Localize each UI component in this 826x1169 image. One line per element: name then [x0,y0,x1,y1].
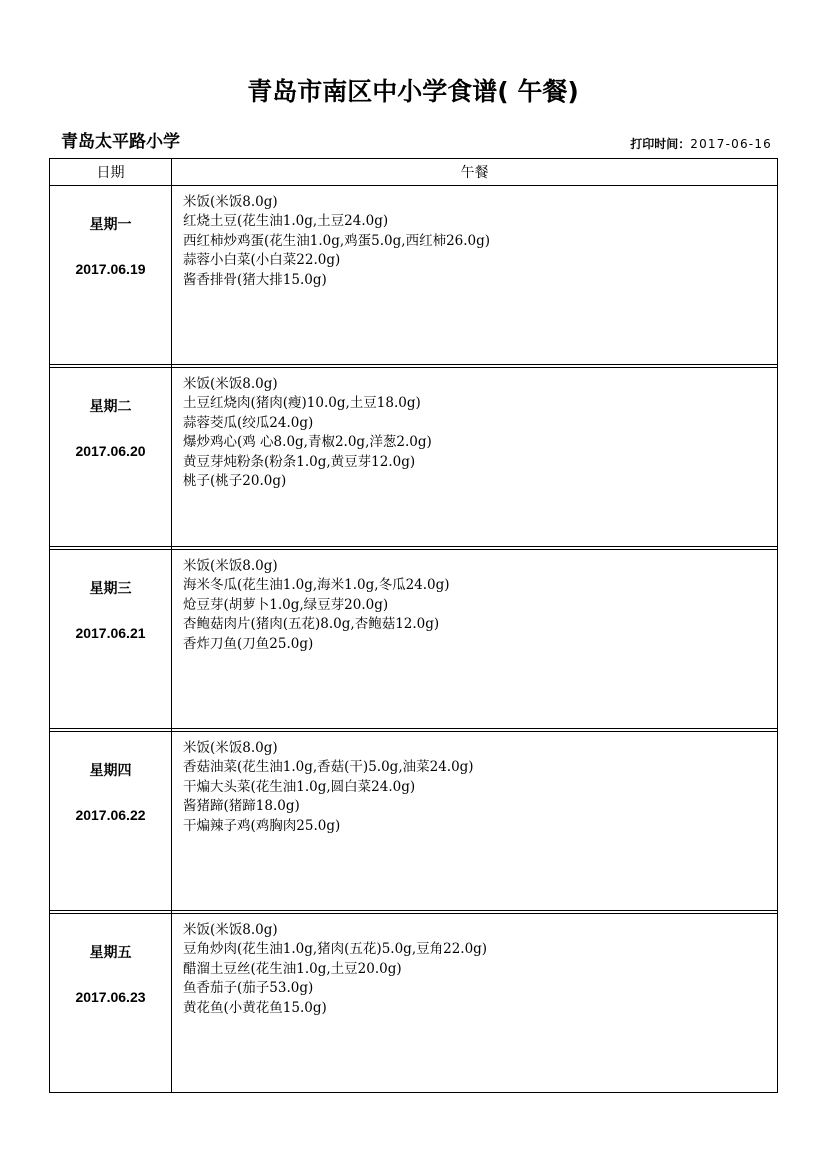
print-time-value: 2017-06-16 [690,137,772,151]
date-label: 2017.06.19 [75,261,146,277]
date-cell [50,732,172,911]
dish-item: 爆炒鸡心(鸡 心8.0g,青椒2.0g,洋葱2.0g) [183,434,432,451]
dish-item: 酱香排骨(猪大排15.0g) [183,271,327,288]
table-row [50,368,778,547]
dish-item: 海米冬瓜(花生油1.0g,海米1.0g,冬瓜24.0g) [183,577,450,594]
meal-cell [172,368,778,547]
dish-item: 黄花鱼(小黄花鱼15.0g) [183,999,327,1016]
date-cell [50,368,172,547]
table-header-row [50,159,778,186]
date-label: 2017.06.23 [75,989,146,1005]
dish-item: 香炸刀鱼(刀鱼25.0g) [183,635,314,652]
date-cell [50,186,172,365]
header-date: 日期 [50,159,172,186]
page-title: 青岛市南区中小学食谱( 午餐) [247,77,579,106]
table-row [50,914,778,1093]
dish-item: 杏鲍菇肉片(猪肉(五花)8.0g,杏鲍菇12.0g) [183,616,440,633]
dish-item: 香菇油菜(花生油1.0g,香菇(干)5.0g,油菜24.0g) [183,759,474,776]
dish-item: 蒜蓉小白菜(小白菜22.0g) [183,252,341,269]
dish-item: 红烧土豆(花生油1.0g,土豆24.0g) [183,213,389,230]
header-meal: 午餐 [172,159,778,186]
table-row [50,550,778,729]
meal-cell [172,550,778,729]
weekday-label: 星期五 [89,945,132,961]
dish-item: 炝豆芽(胡萝卜1.0g,绿豆芽20.0g) [183,596,389,613]
table-row [50,732,778,911]
dish-item: 土豆红烧肉(猪肉(瘦)10.0g,土豆18.0g) [183,395,421,412]
meal-cell [172,186,778,365]
dish-item: 鱼香茄子(茄子53.0g) [183,980,314,997]
weekday-label: 星期二 [89,399,132,415]
meal-cell [172,732,778,911]
dish-item: 米饭(米饭8.0g) [183,558,278,574]
dish-item: 酱猪蹄(猪蹄18.0g) [183,798,300,815]
weekday-label: 星期一 [89,217,132,233]
meal-cell [172,914,778,1093]
table-row [50,186,778,365]
print-time-label: 打印时间： [630,137,691,151]
dish-item: 醋溜土豆丝(花生油1.0g,土豆20.0g) [183,960,402,977]
print-time [630,134,772,154]
date-label: 2017.06.21 [75,625,146,641]
date-cell [50,914,172,1093]
weekday-label: 星期四 [89,763,132,779]
dish-item: 米饭(米饭8.0g) [183,194,278,210]
menu-table [49,158,778,1093]
date-label: 2017.06.22 [75,807,146,823]
dish-item: 干煸辣子鸡(鸡胸肉25.0g) [183,817,341,834]
dish-item: 豆角炒肉(花生油1.0g,猪肉(五花)5.0g,豆角22.0g) [183,941,488,958]
dish-item: 桃子(桃子20.0g) [183,473,287,490]
dish-item: 黄豆芽炖粉条(粉条1.0g,黄豆芽12.0g) [183,453,416,470]
dish-item: 米饭(米饭8.0g) [183,376,278,392]
dish-item: 西红柿炒鸡蛋(花生油1.0g,鸡蛋5.0g,西红柿26.0g) [183,232,491,249]
school-name: 青岛太平路小学 [61,132,180,152]
dish-item: 米饭(米饭8.0g) [183,740,278,756]
date-cell [50,550,172,729]
date-label: 2017.06.20 [75,443,146,459]
dish-item: 干煸大头菜(花生油1.0g,圆白菜24.0g) [183,778,416,795]
dish-item: 蒜蓉茭瓜(绞瓜24.0g) [183,414,314,431]
weekday-label: 星期三 [89,581,132,597]
dish-item: 米饭(米饭8.0g) [183,922,278,938]
